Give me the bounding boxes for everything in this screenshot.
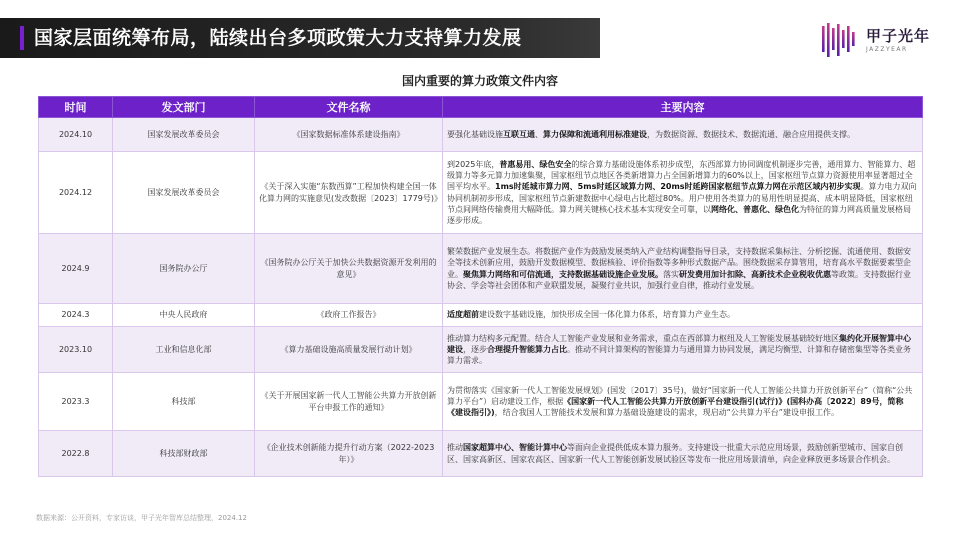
brand-mark-icon bbox=[818, 20, 862, 60]
brand-logo bbox=[818, 20, 930, 60]
cell-time: 2024.10 bbox=[39, 118, 113, 152]
cell-dept: 国务院办公厅 bbox=[113, 234, 255, 304]
column-header-dept: 发文部门 bbox=[113, 97, 255, 118]
cell-time: 2023.10 bbox=[39, 327, 113, 373]
content-highlight: 国家超算中心、智能计算中心 bbox=[463, 443, 567, 453]
cell-content bbox=[443, 327, 923, 373]
content-highlight: 1ms时延城市算力网、5ms时延区域算力网、20ms时延跨国家枢纽节点算力网在示范区域内初步实现 bbox=[495, 182, 861, 192]
cell-doc: 《政府工作报告》 bbox=[255, 304, 443, 327]
content-text: ，逐步 bbox=[463, 344, 487, 354]
cell-content bbox=[443, 152, 923, 234]
title-accent-bar bbox=[20, 26, 24, 50]
content-text: 繁荣数据产业发展生态。将数据产业作为鼓励发展类纳入产业结构调整指导目录，支持数据采集标注、分析挖掘、流通使用、数据安全等技术创新应用，鼓励开发数据模型、数据核验、评价指数等多种形式数据产品。围绕数据采存算管用，培育高水平数据要素型企业。 bbox=[447, 247, 911, 279]
brand-subtitle: JAZZYEAR bbox=[865, 45, 908, 53]
cell-dept: 工业和信息化部 bbox=[113, 327, 255, 373]
cell-doc: 《算力基础设施高质量发展行动计划》 bbox=[255, 327, 443, 373]
content-text: ，为数据资源、数据技术、数据流通、融合应用提供支撑。 bbox=[647, 129, 855, 139]
content-text: 建设数字基础设施，加快形成全国一体化算力体系，培育算力产业生态。 bbox=[479, 310, 735, 320]
cell-doc: 《关于深入实施“东数西算”工程加快构建全国一体化算力网的实施意见(发改数据〔2023〕1779号)》 bbox=[255, 152, 443, 234]
content-highlight: 网络化、普惠化、绿色化 bbox=[711, 204, 799, 214]
title-bar bbox=[0, 18, 600, 58]
cell-doc: 《关于开展国家新一代人工智能公共算力开放创新平台申报工作的通知》 bbox=[255, 373, 443, 431]
content-text: 等面向企业提供低成本算力服务。支持建设一批重大示范应用场景，鼓励创新型城市、国家自创区、国家高新区、国家农高区、国家新一代人工智能创新发展试验区等发布一批应用场景清单，向企业释放更多场景合作机会。 bbox=[447, 443, 903, 464]
cell-dept: 中央人民政府 bbox=[113, 304, 255, 327]
content-text: 推动算力结构多元配置。结合人工智能产业发展和业务需求，重点在西部算力枢纽及人工智能发展基础较好地区 bbox=[447, 333, 839, 343]
cell-time: 2023.3 bbox=[39, 373, 113, 431]
table-caption: 国内重要的算力政策文件内容 bbox=[401, 74, 558, 88]
content-text: 。算力电力双向协同机制初步形成，国家枢纽节点新建数据中心绿电占比超过80%。用户使用各类算力的易用性明显提高、成本明显降低，国家枢纽节点间网络传输费用大幅降低。算力网关键核心技术基本实现安全可靠，以 bbox=[447, 182, 917, 214]
content-text: 的综合算力基础设施体系初步成型，东西部算力协同调度机制逐步完善，通用算力、智能算力、超级算力等多元算力加速集聚，国家枢纽节点地区各类新增算力占全国新增算力的60%以上，国家枢纽节点算力资源使用率显著超过全国平均水平。 bbox=[447, 159, 916, 192]
cell-content bbox=[443, 304, 923, 327]
table-row bbox=[39, 234, 923, 304]
content-text: ，结合我国人工智能技术发展和算力基础设施建设的需求，现启动“公共算力平台”建设申报工作。 bbox=[494, 408, 839, 418]
content-highlight: 《国家新一代人工智能公共算力开放创新平台建设指引(试行)》(国科办高〔2022〕89号，简称《建设指引》) bbox=[447, 396, 904, 418]
content-highlight: 适度超前 bbox=[447, 310, 479, 320]
cell-content bbox=[443, 118, 923, 152]
brand-name: 甲子光年 bbox=[865, 26, 930, 45]
table-row bbox=[39, 431, 923, 477]
content-text: 。推动不同计算架构的智能算力与通用算力协同发展，满足均衡型、计算和存储密集型等各类业务算力需求。 bbox=[447, 344, 911, 366]
cell-time: 2024.12 bbox=[39, 152, 113, 234]
content-text: 要强化基础设施 bbox=[447, 129, 503, 139]
cell-dept: 国家发展改革委员会 bbox=[113, 152, 255, 234]
table-row bbox=[39, 118, 923, 152]
cell-content bbox=[443, 234, 923, 304]
content-text: 推动 bbox=[447, 443, 463, 453]
data-source-note: 数据来源：公开资料，专家访谈，甲子光年智库总结整理，2024.12 bbox=[36, 514, 247, 522]
table-header-row bbox=[39, 97, 923, 118]
content-highlight: 合理提升智能算力占比 bbox=[487, 344, 567, 354]
content-highlight: 算力保障和流通利用标准建设 bbox=[543, 129, 647, 139]
page-title: 国家层面统筹布局，陆续出台多项政策大力支持算力发展 bbox=[34, 27, 522, 49]
column-header-doc: 文件名称 bbox=[255, 97, 443, 118]
column-header-time: 时间 bbox=[39, 97, 113, 118]
cell-doc: 《国家数据标准体系建设指南》 bbox=[255, 118, 443, 152]
cell-dept: 科技部财政部 bbox=[113, 431, 255, 477]
cell-doc: 《国务院办公厅关于加快公共数据资源开发利用的意见》 bbox=[255, 234, 443, 304]
content-text: 等政策。支持数据行业协会、学会等社会团体和产业联盟发展，凝聚行业共识，加强行业自律，推动行业发展。 bbox=[447, 269, 911, 290]
content-highlight: 普惠易用、绿色安全 bbox=[499, 159, 572, 169]
cell-dept: 国家发展改革委员会 bbox=[113, 118, 255, 152]
content-text: 为贯彻落实《国家新一代人工智能发展规划》(国发〔2017〕35号)，做好“国家新一代人工智能公共算力开放创新平台”（简称“公共算力平台”）启动建设工作，根据 bbox=[447, 385, 913, 406]
table-row bbox=[39, 152, 923, 234]
policy-table bbox=[38, 96, 923, 477]
column-header-content: 主要内容 bbox=[443, 97, 923, 118]
cell-time: 2022.8 bbox=[39, 431, 113, 477]
content-text: 、 bbox=[535, 129, 543, 139]
content-text: 落实 bbox=[663, 269, 679, 279]
content-highlight: 研发费用加计扣除、高新技术企业税收优惠 bbox=[679, 269, 831, 279]
cell-content bbox=[443, 373, 923, 431]
cell-content bbox=[443, 431, 923, 477]
table-row bbox=[39, 327, 923, 373]
content-highlight: 互联互通 bbox=[503, 129, 535, 139]
cell-dept: 科技部 bbox=[113, 373, 255, 431]
table-row bbox=[39, 373, 923, 431]
cell-doc: 《企业技术创新能力提升行动方案（2022-2023年）》 bbox=[255, 431, 443, 477]
cell-time: 2024.9 bbox=[39, 234, 113, 304]
policy-table-body bbox=[39, 118, 923, 477]
content-highlight: 聚焦算力网络和可信流通，支持数据基础设施企业发展。 bbox=[463, 269, 663, 279]
content-highlight: 集约化开展智算中心建设 bbox=[447, 333, 911, 354]
cell-time: 2024.3 bbox=[39, 304, 113, 327]
content-text: 到2025年底， bbox=[447, 159, 500, 169]
content-text: 为特征的算力网高质量发展格局逐步形成。 bbox=[447, 204, 911, 225]
table-row bbox=[39, 304, 923, 327]
